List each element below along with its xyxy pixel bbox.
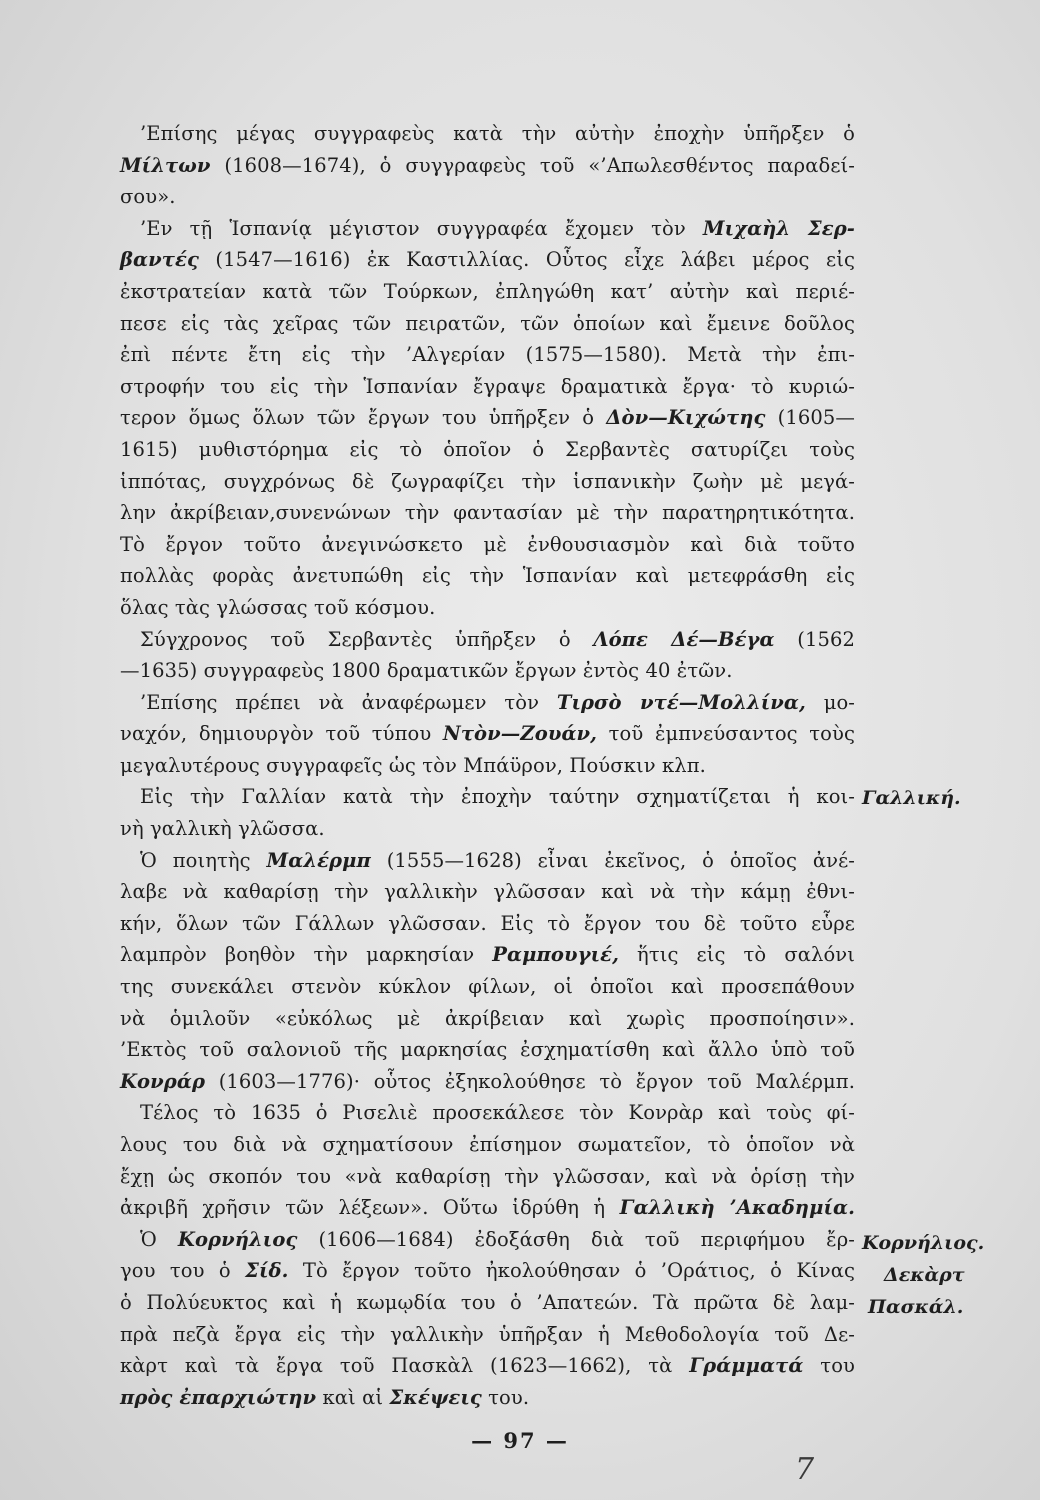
text-run: (1547—1616) ἐκ Καστιλλίας. Οὗτος εἶχε λάβει μέρος εἰς [198,248,855,272]
text-run: ’Εν τῇ Ἱσπανίᾳ μέγιστον συγγραφέα ἔχομεν τὸν [140,216,703,240]
text-run: ὅλας τὰς γλώσσας τοῦ κόσμου. [120,595,436,619]
italic-name: πρὸς ἐπαρχιώτην [120,1385,317,1409]
text-line [120,750,855,782]
text-line [120,813,855,845]
text-line [120,150,855,182]
text-run: ’Εκτὸς τοῦ σαλονιοῦ τῆς μαρκησίας ἐσχηματίσθη καὶ ἄλλο ὑπὸ τοῦ [120,1038,855,1062]
text-run: πεσε εἰς τὰς χεῖρας τῶν πειρατῶν, τῶν ὁποίων καὶ ἔμεινε δοῦλος [120,311,855,335]
text-run: καὶ αἱ [316,1385,390,1409]
text-line [120,1161,855,1193]
text-line [120,908,855,940]
italic-name: Γράμματά [689,1354,804,1378]
text-line [120,1287,855,1319]
text-run: ναχόν, δημιουργὸν τοῦ τύπου [120,722,443,746]
text-run: του [803,1354,855,1378]
text-line [120,1192,855,1224]
text-line [120,181,855,213]
text-run: λαμπρὸν βοηθὸν τὴν μαρκησίαν [120,943,493,967]
italic-name: Σκέψεις [389,1385,482,1409]
text-run: ἱππότας, συγχρόνως δὲ ζωγραφίζει τὴν ἱσπανικὴν ζωὴν μὲ μεγά- [120,469,855,493]
margin-note-paskal: Πασκάλ. [868,1296,964,1318]
italic-name: Τιρσὸ ντέ—Μολλίνα, [556,690,806,714]
text-run: πρὰ πεζὰ ἔργα εἰς τὴν γαλλικὴν ὑπῆρξαν ἡ Μεθοδολογία τοῦ Δε- [120,1322,855,1346]
text-run: μο- [805,690,855,714]
signature-mark: 7 [795,1452,815,1487]
text-line [120,1382,855,1414]
text-run: μεγαλυτέρους συγγραφεῖς ὡς τὸν Μπάϋρον, Πούσκιν κλπ. [120,753,706,777]
text-line [120,339,855,371]
text-run: (1555—1628) εἶναι ἐκεῖνος, ὁ ὁποῖος ἀνέ- [370,848,855,872]
text-run: ὁ Πολύευκτος καὶ ἡ κωμῳδία του ὁ ’Απατεών. Τὰ πρῶτα δὲ λαμ- [120,1290,855,1314]
text-run: Ὁ [140,1227,178,1251]
text-line [120,1034,855,1066]
text-line [120,687,855,719]
text-line [120,1066,855,1098]
text-run: γου του ὁ [120,1259,246,1283]
text-line [120,1224,855,1256]
text-run: λην ἀκρίβειαν,συνενώνων τὴν φαντασίαν μὲ τὴν παρατηρητικότητα. [120,501,855,525]
text-run: ’Επίσης πρέπει νὰ ἀναφέρωμεν τὸν [140,690,557,714]
italic-name: Ραμπουγιέ, [492,943,619,967]
text-run: λους του διὰ νὰ σχηματίσουν ἐπίσημον σωματεῖον, τὸ ὁποῖον νὰ [120,1133,855,1156]
text-run: (1606—1684) ἐδοξάσθη διὰ τοῦ περιφήμου ἔρ- [297,1227,855,1251]
text-line [120,560,855,592]
text-line [120,624,855,656]
italic-name: Κονράρ [120,1069,206,1093]
text-run: Τέλος τὸ 1635 ὁ Ρισελιὲ προσεκάλεσε τὸν Κονρὰρ καὶ τοὺς φί- [140,1101,855,1125]
text-line [120,466,855,498]
text-line [120,497,855,529]
italic-name: βαντές [120,248,199,272]
text-line [120,781,855,813]
text-line [120,1003,855,1035]
text-run: Σύγχρονος τοῦ Σερβαντὲς ὑπῆρξεν ὁ [140,627,594,651]
italic-name: Μιχαὴλ Σερ- [702,216,855,240]
text-run: στροφήν του εἰς τὴν Ἱσπανίαν ἔγραψε δραματικὰ ἔργα· τὸ κυριώ- [120,374,855,398]
text-run: (1605— [765,406,855,430]
text-run: (1608—1674), ὁ συγγραφεὺς τοῦ «’Απωλεσθέντος παραδεί- [210,153,855,177]
text-run: του. [481,1385,530,1409]
text-line [120,876,855,908]
text-line [120,971,855,1003]
text-run: σου». [120,185,176,209]
text-run: Τὸ ἔργον τοῦτο ἠκολούθησαν ὁ ’Οράτιος, ὁ Κίνας [288,1259,855,1283]
body-text [120,118,855,1413]
text-line [120,308,855,340]
text-run: ἥτις εἰς τὸ σαλόνι [618,943,855,967]
text-run: κήν, ὅλων τῶν Γάλλων γλῶσσαν. Εἰς τὸ ἔργον του δὲ τοῦτο εὗρε [120,911,855,935]
text-line [120,939,855,971]
text-line [120,592,855,624]
text-run: (1562 [774,627,855,651]
text-run: κὰρτ καὶ τὰ ἔργα τοῦ Πασκὰλ (1623—1662), τὰ [120,1354,690,1378]
text-run: ἔχῃ ὡς σκοπόν του «νὰ καθαρίσῃ τὴν γλῶσσαν, καὶ νὰ ὁρίσῃ τὴν [120,1164,855,1188]
text-run: Τὸ ἔργον τοῦτο ἀνεγινώσκετο μὲ ἐνθουσιασμὸν καὶ διὰ τοῦτο [120,532,855,556]
text-line [120,434,855,466]
text-line [120,1255,855,1287]
text-run: Εἰς τὴν Γαλλίαν κατὰ τὴν ἐποχὴν ταύτην σχηματίζεται ἡ κοι- [140,785,855,809]
text-run: (1603—1776)· οὗτος ἐξηκολούθησε τὸ ἔργον τοῦ Μαλέρμπ. [205,1069,855,1093]
page-number: — 97 — [471,1428,569,1453]
italic-name: Μαλέρμπ [266,848,371,872]
margin-note-gallike: Γαλλική. [862,787,961,809]
italic-name: Γαλλικὴ ’Ακαδημία. [619,1196,855,1220]
text-line [120,276,855,308]
text-line [120,118,855,150]
text-run: νὴ γαλλικὴ γλῶσσα. [120,817,325,841]
text-line [120,1129,855,1161]
text-run: τοῦ ἐμπνεύσαντος τοὺς [597,722,855,746]
text-run: πολλὰς φορὰς ἀνετυπώθη εἰς τὴν Ἱσπανίαν καὶ μετεφράσθη εἰς [120,564,855,588]
text-line [120,244,855,276]
italic-name: Λόπε Δέ—Βέγα [593,627,775,651]
italic-name: Ντὸν—Ζουάν, [442,722,598,746]
text-line [120,1350,855,1382]
text-line [120,371,855,403]
text-run: 1615) μυθιστόρημα εἰς τὸ ὁποῖον ὁ Σερβαντὲς σατυρίζει τοὺς [120,437,855,461]
italic-name: Δὸν—Κιχώτης [606,406,766,430]
text-run: ἐπὶ πέντε ἔτη εἰς τὴν ’Αλγερίαν (1575—1580). Μετὰ τὴν ἐπι- [120,343,855,367]
text-line [120,402,855,434]
text-line [120,1319,855,1351]
margin-note-dekart: Δεκὰρτ [884,1264,965,1286]
text-line [120,845,855,877]
text-line [120,1097,855,1129]
text-run: ἀκριβῆ χρῆσιν τῶν λέξεων». Οὕτω ἱδρύθη ἡ [120,1196,620,1220]
text-run: της συνεκάλει στενὸν κύκλον φίλων, οἱ ὁποῖοι καὶ προσεπάθουν [120,975,855,999]
text-line [120,213,855,245]
text-line [120,718,855,750]
text-run: λαβε νὰ καθαρίσῃ τὴν γαλλικὴν γλῶσσαν καὶ νὰ τὴν κάμῃ ἐθνι- [120,880,855,904]
italic-name: Σίδ. [245,1259,289,1283]
margin-note-kornelios: Κορνήλιος. [862,1232,985,1254]
text-run: Ὁ ποιητὴς [140,848,267,872]
text-run: —1635) συγγραφεὺς 1800 δραματικῶν ἔργων ἐντὸς 40 ἐτῶν. [120,659,733,683]
text-run: νὰ ὁμιλοῦν «εὐκόλως μὲ ἀκρίβειαν καὶ χωρὶς προσποίησιν». [120,1006,855,1030]
italic-name: Κορνήλιος [177,1227,298,1251]
text-line [120,655,855,687]
text-line [120,529,855,561]
text-run: ’Επίσης μέγας συγγραφεὺς κατὰ τὴν αὐτὴν ἐποχὴν ὑπῆρξεν ὁ [140,122,855,145]
text-run: ἐκστρατείαν κατὰ τῶν Τούρκων, ἐπληγώθη κατ’ αὐτὴν καὶ περιέ- [120,279,855,303]
italic-name: Μίλτων [120,153,211,177]
text-run: τερον ὅμως ὅλων τῶν ἔργων του ὑπῆρξεν ὁ [120,406,607,430]
